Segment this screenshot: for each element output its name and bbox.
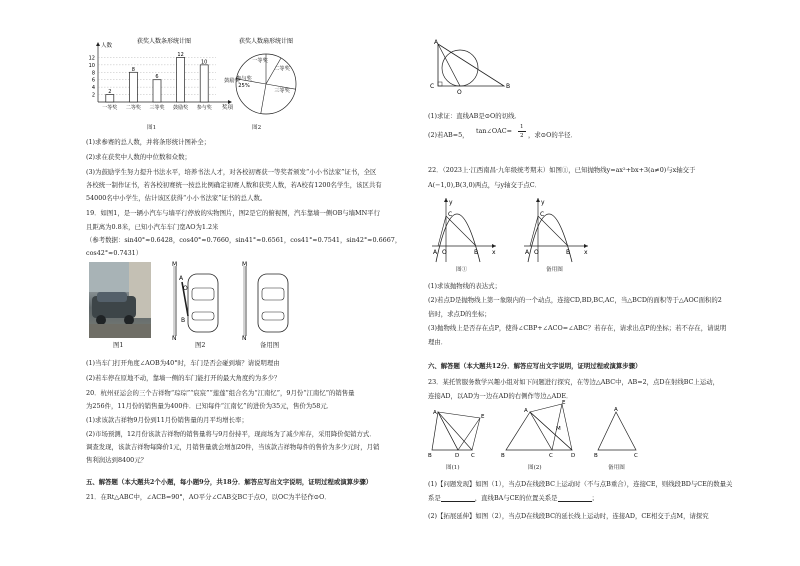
x-tick-label: 二等奖 [125,105,141,111]
graph1-point-b: B [474,249,479,256]
q19-reference-line1: （参考数据：sin40°≈0.6428，cos40°≈0.7660，sin41°≈0.6561，cos41°≈0.7541，sin42°≈0.6667， [86,236,402,244]
x-tick-label: 鼓励奖 [173,105,189,111]
q22-part3-line1: (3)抛物线上是否存在点P，使得∠CBP+∠ACO=∠ABC？若存在，请求出点P的坐标；若不存在，请说明 [428,324,727,332]
q23-figure-2 [500,400,580,462]
car-photo-drawing [89,262,151,338]
fig3-point-b: B [594,453,598,459]
car-photo [89,262,151,338]
x-axis-label: 奖项 [222,105,234,111]
fig1-point-a: A [433,410,437,416]
y-tick-label: 2 [91,92,95,99]
fig1-point-e: E [481,414,485,420]
q23-part1-text-c: ； [591,494,598,502]
q23-part2-line1: (2)【拓展延伸】如图（2），当点D在线段BC的延长线上运动时，连接AD，CE相交于点M，请探究 [428,512,709,520]
bar-value-label: 10 [201,59,208,66]
pie-slice-label: 三等奖 [274,88,290,94]
graph2-y-label: y [541,199,545,206]
q22-part2-line2: 倍时，求点D的坐标； [428,310,491,318]
bar [106,95,114,102]
graph1-point-c: C [448,211,453,218]
point-a: A [434,39,439,46]
q22-part2-line1: (2)若点D是抛物线上第一象限内的一个动点，连接CD,BD,BC,AC，当△BCD的面积等于△AOC面积的2 [428,296,722,304]
door-point-o: O [183,285,188,292]
y-axis-label: 人数 [101,43,113,49]
q21-stem: 21．在Rt△ABC中，∠ACB=90°，AO平分∠CAB交BC于点O，以OC为半径作⊙O． [86,493,331,501]
graph2-point-b: B [566,249,571,256]
x-tick-label: 参与奖 [196,105,212,111]
bar-chart [80,36,240,114]
q23-part1-text-b: ，直线BA与CE的位置关系是 [474,494,558,502]
q23-figure1-caption: 图(1) [446,465,460,471]
q22-stem-line1: 22．（2023上·江西南昌·九年级统考期末）如图①，已知抛物线y=ax²+bx+3(a≠0)与x轴交于 [428,166,696,174]
q22-stem-line2: A(−1,0),B(3,0)两点，与y轴交于点C． [428,181,542,189]
y-tick-label: 12 [88,55,95,62]
pie-chart-caption: 图2 [252,125,262,131]
fig1-point-c: C [471,453,475,459]
q19-stem-line2: 且距离为0.8米，已知小汽车车门宽AO为1.2米 [86,223,219,231]
q19-part1: (1)当车门打开角度∠AOB为40°时，车门是否会碰到墙？请说明理由 [86,359,280,367]
bar-value-label: 6 [155,74,159,81]
fig1-point-d: D [455,453,460,459]
section5-heading: 五、解答题（本大题共2个小题，每小题9分，共18分．解答应写出文字说明，证明过程或演算步骤） [86,478,373,486]
graph2-caption: 备用图 [546,267,563,273]
figure2-caption: 图2 [195,341,206,349]
graph1-y-label: y [449,199,453,206]
bar [153,80,161,102]
fig3-point-c: C [634,453,638,459]
q21-part1: (1)求证：直线AB是⊙O的切线． [428,112,521,120]
fig2-point-a: A [524,408,528,414]
q20-stem-line1: 20．杭州亚运会的三个吉祥物“琮琮”“宸宸”“莲莲”组合名为“江南忆”，9月份“江南忆”的销售量 [86,389,355,397]
bar-value-label: 8 [131,66,135,73]
q23-figure-1 [428,406,490,462]
q19-stem-line1: 19．如图1，是一辆小汽车与墙平行停放的实物图片，图2是它的俯视图，汽车靠墙一侧OB与墙MN平行 [86,209,380,217]
answer-blank-2[interactable] [558,495,592,502]
fig2-point-d: D [571,453,576,459]
answer-blank-1[interactable] [441,495,475,502]
q20-part2-line2: 调查发现，该款吉祥物每降价1元，月销售量就会增加20件，当该款吉祥物每件的售价为多少元时，月销 [86,443,380,451]
pie-chart-title: 获奖人数扇形统计图 [238,38,294,45]
fig1-point-b: B [428,453,432,459]
figure3-caption: 备用图 [260,341,280,349]
pie-slice-label: 鼓励奖 [224,78,240,84]
fig2-point-e: E [562,400,566,406]
bar-value-label: 12 [177,51,184,58]
car-top-view-figure [168,260,238,340]
q22-part3-line2: 理由． [428,338,448,346]
bar-chart-title: 获奖人数条形统计图 [136,38,192,45]
parabola-figure-2 [522,196,592,264]
y-tick-label: 10 [88,62,95,69]
q20-part2-line3: 售利润达到8400元？ [86,456,147,464]
graph1-point-a: A [433,249,438,256]
graph1-caption: 图① [456,267,468,273]
q20-part2-line1: (2)市场预测，12月份该款吉祥物的销售量将与9月份持平，现商场为了减少库存，采用降价促销方式． [86,430,376,438]
y-axis-arrow [96,42,100,46]
q18-part3-line2: 各校统一制作证书，若各校初赛统一按总比例确定初赛人数和获奖人数，若A校有1200名学生，该区共有 [86,181,382,189]
parabola-figure-1 [430,196,500,264]
fig2-point-b: B [501,453,505,459]
bar [200,65,208,102]
q18-part2: (2)求在获奖中人数的中位数和众数； [86,153,191,161]
bar [129,72,137,102]
q21-triangle-circle-figure [428,38,518,100]
q23-figure3-caption: 备用图 [608,465,625,471]
pie-chart [220,36,310,122]
y-tick-label: 4 [91,85,95,92]
graph2-point-o: O [534,249,539,256]
y-tick-label: 6 [91,77,95,84]
bar-chart-caption: 图1 [147,125,157,131]
fig2-point-c: C [549,453,553,459]
point-b: B [506,83,511,90]
bar-value-label: 2 [108,89,112,96]
q23-part1-line1: (1)【问题发现】如图（1），当点D在线段BC上运动时（不与点B重合），连接CE，则线段BD与CE的数量关 [428,480,733,488]
y-tick-label: 8 [91,70,95,77]
fig3-point-a: A [614,407,618,413]
fig2-point-m: M [556,426,561,432]
q23-stem-line1: 23．某托管服务数学兴趣小组对如下问题进行探究，在等边△ABC中，AB=2，点D在射线BC上运动， [428,378,719,386]
pie-slice-label: 二等奖 [274,66,290,72]
q21-part2-b: tan∠OAC= [476,127,512,135]
bar [177,57,185,102]
q22-part1: (1)求该抛物线的表达式； [428,282,501,290]
spare-wall-label-m: M [242,261,248,268]
pie-annotation-label: 参与奖 [236,76,252,82]
q21-part2-a: (2)若AB=5， [428,131,469,139]
q19-part2: (2)若车停在原地不动，靠墙一侧的车门能打开的最大角度约为多少？ [86,374,281,382]
car-spare-figure [238,260,298,340]
q23-spare-figure [594,406,644,462]
q23-figure2-caption: 图(2) [528,465,542,471]
q21-part2-c: ，求⊙O的半径． [528,131,577,139]
graph2-x-label: x [584,249,588,256]
q19-reference-line2: cos42°≈0.7431） [86,249,143,257]
q21-fraction-denominator: 2 [520,133,524,139]
door-point-b: B [181,317,186,324]
q20-stem-line2: 为256件，11月份的销售量为400件．已知每件“江南忆”的进价为35元，售价为58元． [86,402,334,410]
q23-part1-line2 [428,494,598,502]
pie-slice-label: 一等奖 [252,58,268,64]
q23-part1-text-a: 系是 [428,494,441,502]
door-point-a: A [179,275,184,282]
section6-heading: 六、解答题（本大题共12分．解答应写出文字说明，证明过程或演算步骤） [428,362,642,370]
graph1-x-label: x [492,249,496,256]
q18-part3-line3: 54000名中小学生，估计该区获得“小小书法家”证书的总人数。 [86,194,267,202]
q23-stem-line2: 连接AD，以AD为一边在AD的右侧作等边△ADE． [428,392,573,400]
q20-part1: (1)求该款吉祥物9月份到11月份销售量的月平均增长率； [86,416,248,424]
x-tick-label: 三等奖 [149,105,165,111]
x-tick-label: 一等奖 [102,105,118,111]
q21-fraction-numerator: 1 [520,124,524,130]
graph2-point-c: C [540,211,545,218]
q18-part1: (1)求参赛的总人数，并将条形统计图补全； [86,138,211,146]
wall-label-n: N [172,335,177,340]
point-c: C [430,83,435,90]
pie-annotation-percent: 25% [238,83,250,89]
graph1-point-o: O [442,249,447,256]
spare-wall-label-n: N [242,335,247,340]
figure1-caption: 图1 [113,341,124,349]
point-o: O [457,89,462,96]
wall-label-m: M [172,261,178,268]
q18-part3-line1: (3)为鼓励学生努力提升书法水平，培养书法人才，对各校初赛获一等奖者颁发“小小书法家”证书，全区 [86,168,377,176]
graph2-point-a: A [525,249,530,256]
